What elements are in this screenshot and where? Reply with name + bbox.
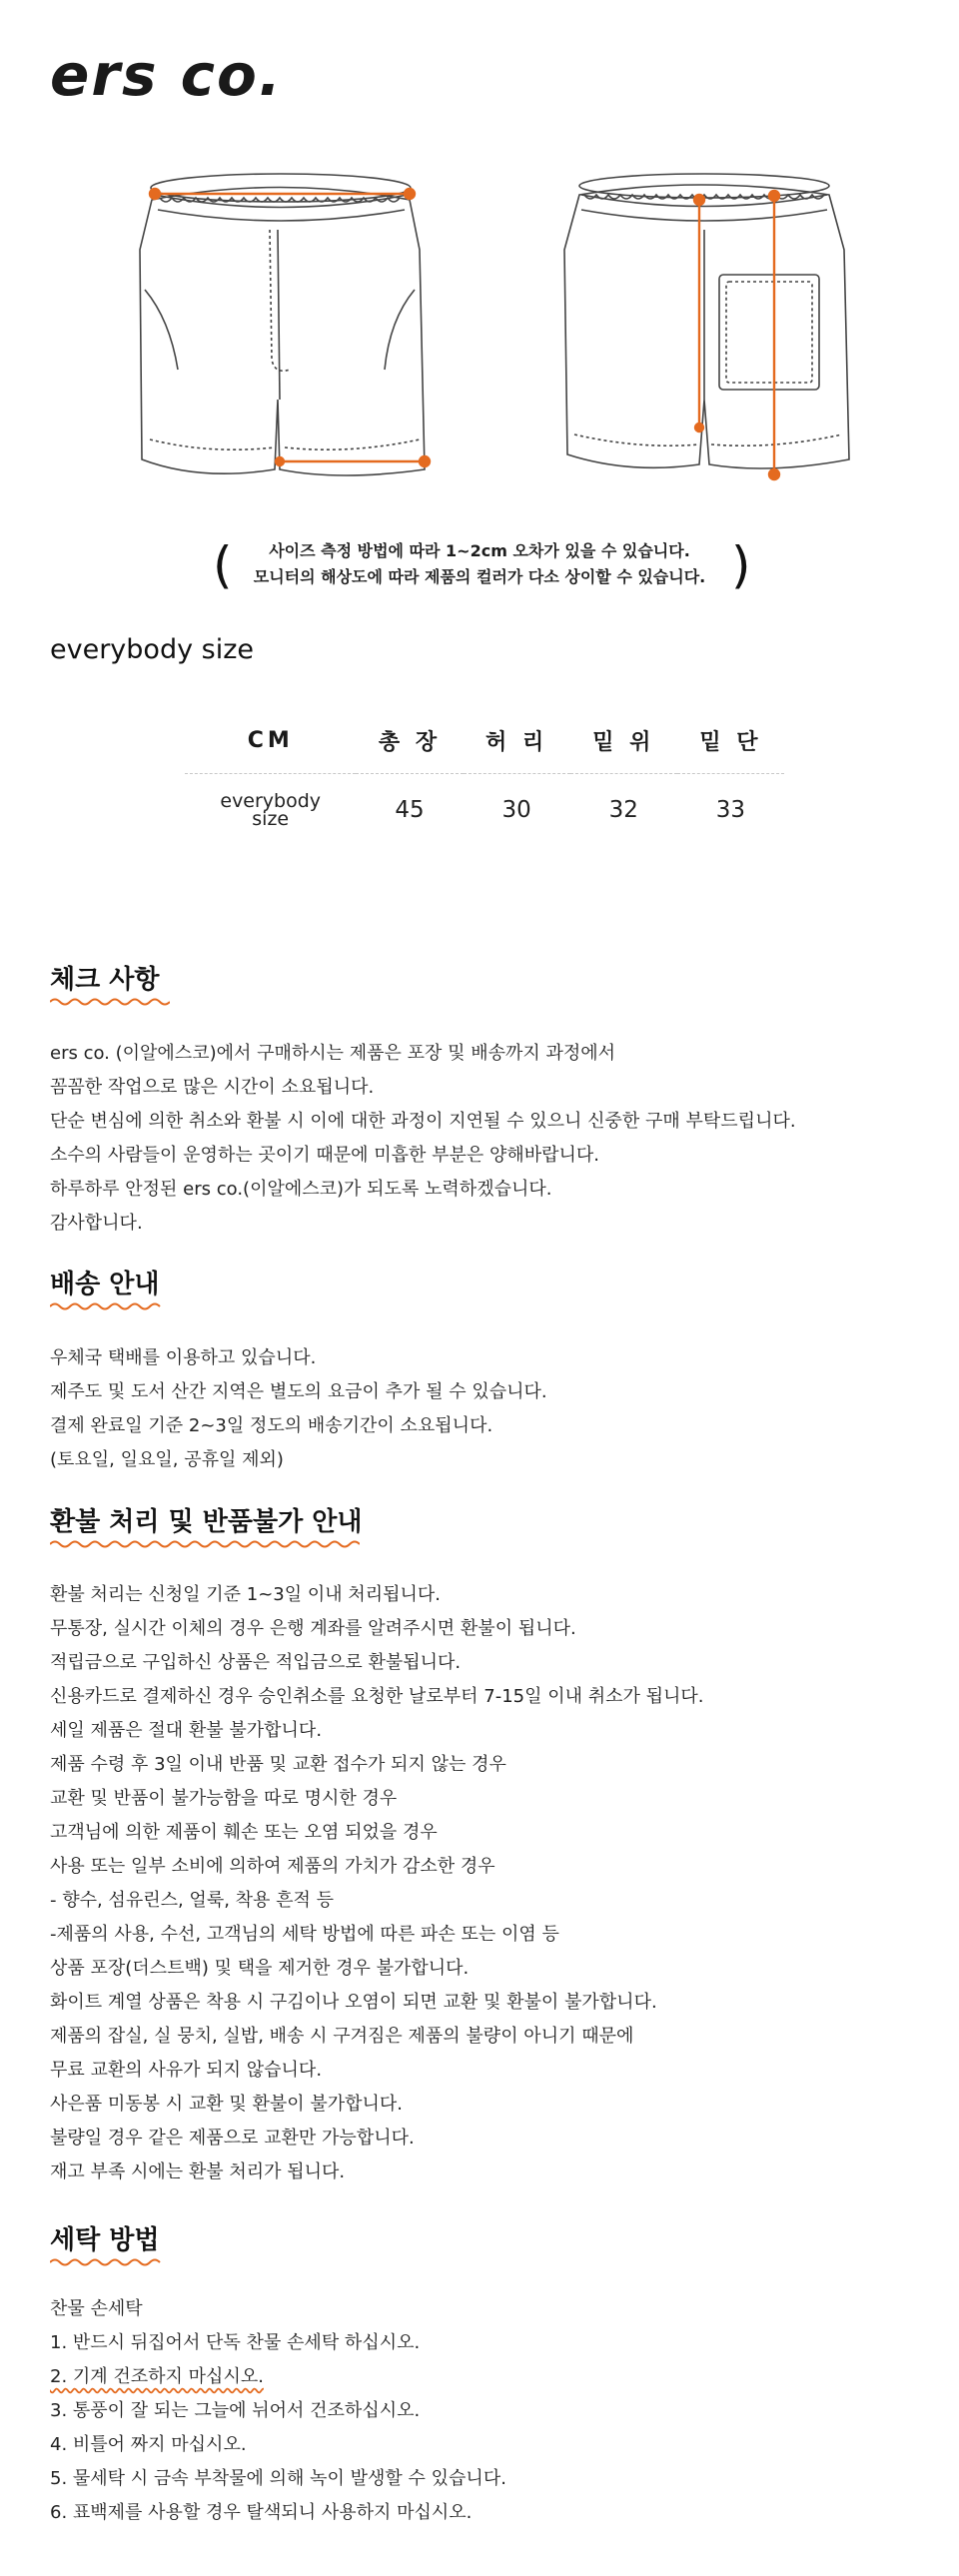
brand-logo: ers co. (50, 41, 283, 109)
size-table-header-row (185, 714, 784, 774)
close-paren: ) (731, 536, 751, 594)
size-header-waist: 허 리 (464, 714, 570, 774)
size-section-title: everybody size (50, 634, 254, 665)
measurement-notice (0, 534, 959, 604)
washing-line-5: 4. 비틀어 짜지 마십시오. (50, 2434, 247, 2455)
refund-line-18: 재고 부족 시에는 환불 처리가 됩니다. (50, 2161, 346, 2182)
shipping-line-1: 우체국 택배를 이용하고 있습니다. (50, 1347, 317, 1368)
washing-line-1: 찬물 손세탁 (50, 2298, 143, 2319)
refund-line-17: 불량일 경우 같은 제품으로 교환만 가능합니다. (50, 2128, 415, 2148)
check-line-5: 하루하루 안정된 ers co.(이알에스코)가 되도록 노력하겠습니다. (50, 1179, 552, 1200)
size-table-row (185, 774, 784, 847)
washing-line-2: 1. 반드시 뒤집어서 단독 찬물 손세탁 하십시오. (50, 2332, 421, 2353)
shorts-measurement-diagram (0, 170, 959, 499)
shipping-line-3: 결제 완료일 기준 2~3일 정도의 배송기간이 소요됩니다. (50, 1415, 493, 1436)
size-row-label-line-2: size (252, 808, 290, 830)
notice-line-1: 사이즈 측정 방법에 따라 1~2cm 오차가 있을 수 있습니다. (269, 541, 690, 560)
refund-line-13: 화이트 계열 상품은 착용 시 구김이나 오염이 되면 교환 및 환불이 불가합니다. (50, 1992, 657, 2013)
refund-line-3: 적립금으로 구입하신 상품은 적입금으로 환불됩니다. (50, 1652, 462, 1673)
refund-line-12: 상품 포장(더스트백) 및 택을 제거한 경우 불가합니다. (50, 1958, 470, 1979)
washing-line-7: 6. 표백제를 사용할 경우 탈색되니 사용하지 마십시오. (50, 2502, 473, 2523)
check-line-1: ers co. (이알에스코)에서 구매하시는 제품은 포장 및 배송까지 과정에서 (50, 1043, 616, 1064)
washing-title-underline (50, 2257, 162, 2267)
size-value-length: 45 (395, 797, 425, 823)
size-header-cm: CM (185, 714, 356, 774)
size-header-hem: 밑 단 (677, 714, 784, 774)
notice-line-2: 모니터의 해상도에 따라 제품의 컬러가 다소 상이할 수 있습니다. (253, 567, 706, 586)
refund-body (50, 1578, 929, 2189)
check-line-6: 감사합니다. (50, 1213, 143, 1234)
size-value-waist: 30 (501, 797, 531, 823)
check-line-4: 소수의 사람들이 운영하는 곳이기 때문에 미흡한 부분은 양해바랍니다. (50, 1145, 600, 1166)
refund-line-4: 신용카드로 결제하신 경우 승인취소를 요청한 날로부터 7-15일 이내 취소가 됩니다. (50, 1686, 704, 1707)
refund-line-2: 무통장, 실시간 이체의 경우 은행 계좌를 알려주시면 환불이 됩니다. (50, 1618, 576, 1639)
refund-line-11: -제품의 사용, 수선, 고객님의 세탁 방법에 따른 파손 또는 이염 등 (50, 1924, 559, 1945)
size-row-label-line-1: everybody (220, 790, 322, 812)
refund-title-underline (50, 1539, 360, 1549)
refund-line-5: 세일 제품은 절대 환불 불가합니다. (50, 1720, 323, 1741)
size-row-label (185, 774, 356, 847)
refund-line-6: 제품 수령 후 3일 이내 반품 및 교환 접수가 되지 않는 경우 (50, 1754, 506, 1775)
shipping-line-4: (토요일, 일요일, 공휴일 제외) (50, 1449, 284, 1470)
size-value-hem: 33 (715, 797, 746, 823)
shipping-body (50, 1341, 929, 1477)
washing-body (50, 2292, 929, 2530)
washing-line-6: 5. 물세탁 시 금속 부착물에 의해 녹이 발생할 수 있습니다. (50, 2468, 506, 2489)
refund-line-15: 무료 교환의 사유가 되지 않습니다. (50, 2060, 323, 2081)
refund-line-8: 고객님에 의한 제품이 훼손 또는 오염 되었을 경우 (50, 1822, 438, 1843)
check-line-2: 꼼꼼한 작업으로 많은 시간이 소요됩니다. (50, 1077, 375, 1098)
refund-line-9: 사용 또는 일부 소비에 의하여 제품의 가치가 감소한 경우 (50, 1856, 495, 1877)
front-shorts-outline (140, 188, 425, 476)
washing-line-3: 2. 기계 건조하지 마십시오. (50, 2366, 264, 2387)
shipping-line-2: 제주도 및 도서 산간 지역은 별도의 요금이 추가 될 수 있습니다. (50, 1381, 547, 1402)
refund-line-16: 사은품 미동봉 시 교환 및 환불이 불가합니다. (50, 2094, 404, 2115)
check-body (50, 1037, 929, 1241)
size-header-length: 총 장 (356, 714, 463, 774)
washing-line-4: 3. 통풍이 잘 되는 그늘에 뉘어서 건조하십시오. (50, 2400, 421, 2421)
refund-line-7: 교환 및 반품이 불가능함을 따로 명시한 경우 (50, 1788, 398, 1809)
refund-line-14: 제품의 잡실, 실 뭉치, 실밥, 배송 시 구겨짐은 제품의 불량이 아니기 때문에 (50, 2026, 634, 2047)
refund-line-10: - 향수, 섬유린스, 얼룩, 착용 흔적 등 (50, 1890, 335, 1911)
shipping-title-underline (50, 1301, 162, 1311)
shipping-section-title: 배송 안내 (50, 1270, 160, 1299)
back-shorts-outline (564, 185, 849, 468)
refund-line-1: 환불 처리는 신청일 기준 1~3일 이내 처리됩니다. (50, 1584, 442, 1605)
check-section-title: 체크 사항 (50, 965, 160, 995)
size-value-rise: 32 (608, 797, 638, 823)
size-table (185, 714, 784, 846)
check-title-underline (50, 997, 170, 1007)
open-paren: ( (213, 536, 233, 594)
check-line-3: 단순 변심에 의한 취소와 환불 시 이에 대한 과정이 지연될 수 있으니 신중한 구매 부탁드립니다. (50, 1111, 796, 1132)
refund-section-title: 환불 처리 및 반품불가 안내 (50, 1507, 363, 1537)
size-header-rise: 밑 위 (570, 714, 677, 774)
washing-section-title: 세탁 방법 (50, 2225, 160, 2255)
